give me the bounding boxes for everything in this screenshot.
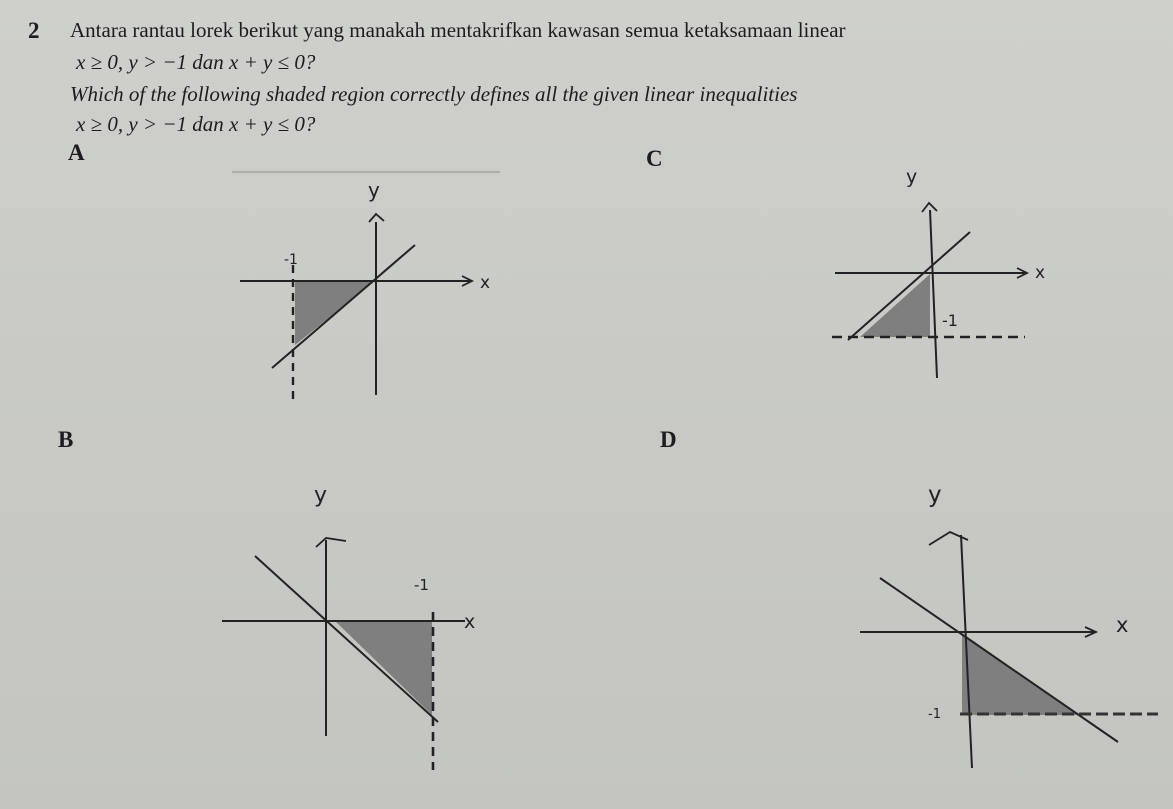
question-text-malay: Antara rantau lorek berikut yang manakah mentakrifkan kawasan semua ketaksamaan linear — [70, 18, 846, 42]
question-text-english: Which of the following shaded region correctly defines all the given linear inequalities — [70, 82, 798, 106]
option-a-label[interactable]: A — [68, 140, 85, 165]
graph-option-a[interactable] — [240, 178, 490, 402]
y-axis — [930, 210, 937, 378]
option-c-label[interactable]: C — [646, 146, 663, 171]
question-number: 2 — [28, 18, 40, 43]
graph-option-c[interactable] — [832, 166, 1045, 378]
inequalities-malay: x ≥ 0, y > −1 dan x + y ≤ 0? — [76, 50, 316, 74]
y-axis-label: y — [906, 166, 918, 188]
y-axis-label: y — [928, 482, 942, 508]
x-axis-label: x — [464, 611, 476, 633]
x-axis-label: x — [1035, 263, 1046, 283]
tick-label: -1 — [942, 311, 958, 330]
option-b-label[interactable]: B — [58, 427, 74, 452]
x-axis-label: x — [1116, 613, 1129, 637]
shaded-region — [335, 621, 432, 715]
x-axis-label: x — [480, 273, 491, 293]
graph-option-b[interactable] — [222, 483, 475, 770]
line-x-plus-y — [880, 578, 1118, 742]
shaded-region — [860, 274, 930, 337]
y-axis-arrow-icon — [316, 538, 346, 547]
tick-label: -1 — [928, 707, 941, 722]
graph-option-d[interactable] — [860, 482, 1158, 768]
y-axis-label: y — [368, 178, 380, 202]
y-axis-arrow-icon — [369, 214, 384, 222]
inequalities-english: x ≥ 0, y > −1 dan x + y ≤ 0? — [76, 112, 316, 136]
tick-label: -1 — [284, 252, 298, 268]
y-axis-label: y — [314, 483, 328, 508]
option-d-label[interactable]: D — [660, 427, 677, 452]
tick-label: -1 — [414, 576, 429, 594]
